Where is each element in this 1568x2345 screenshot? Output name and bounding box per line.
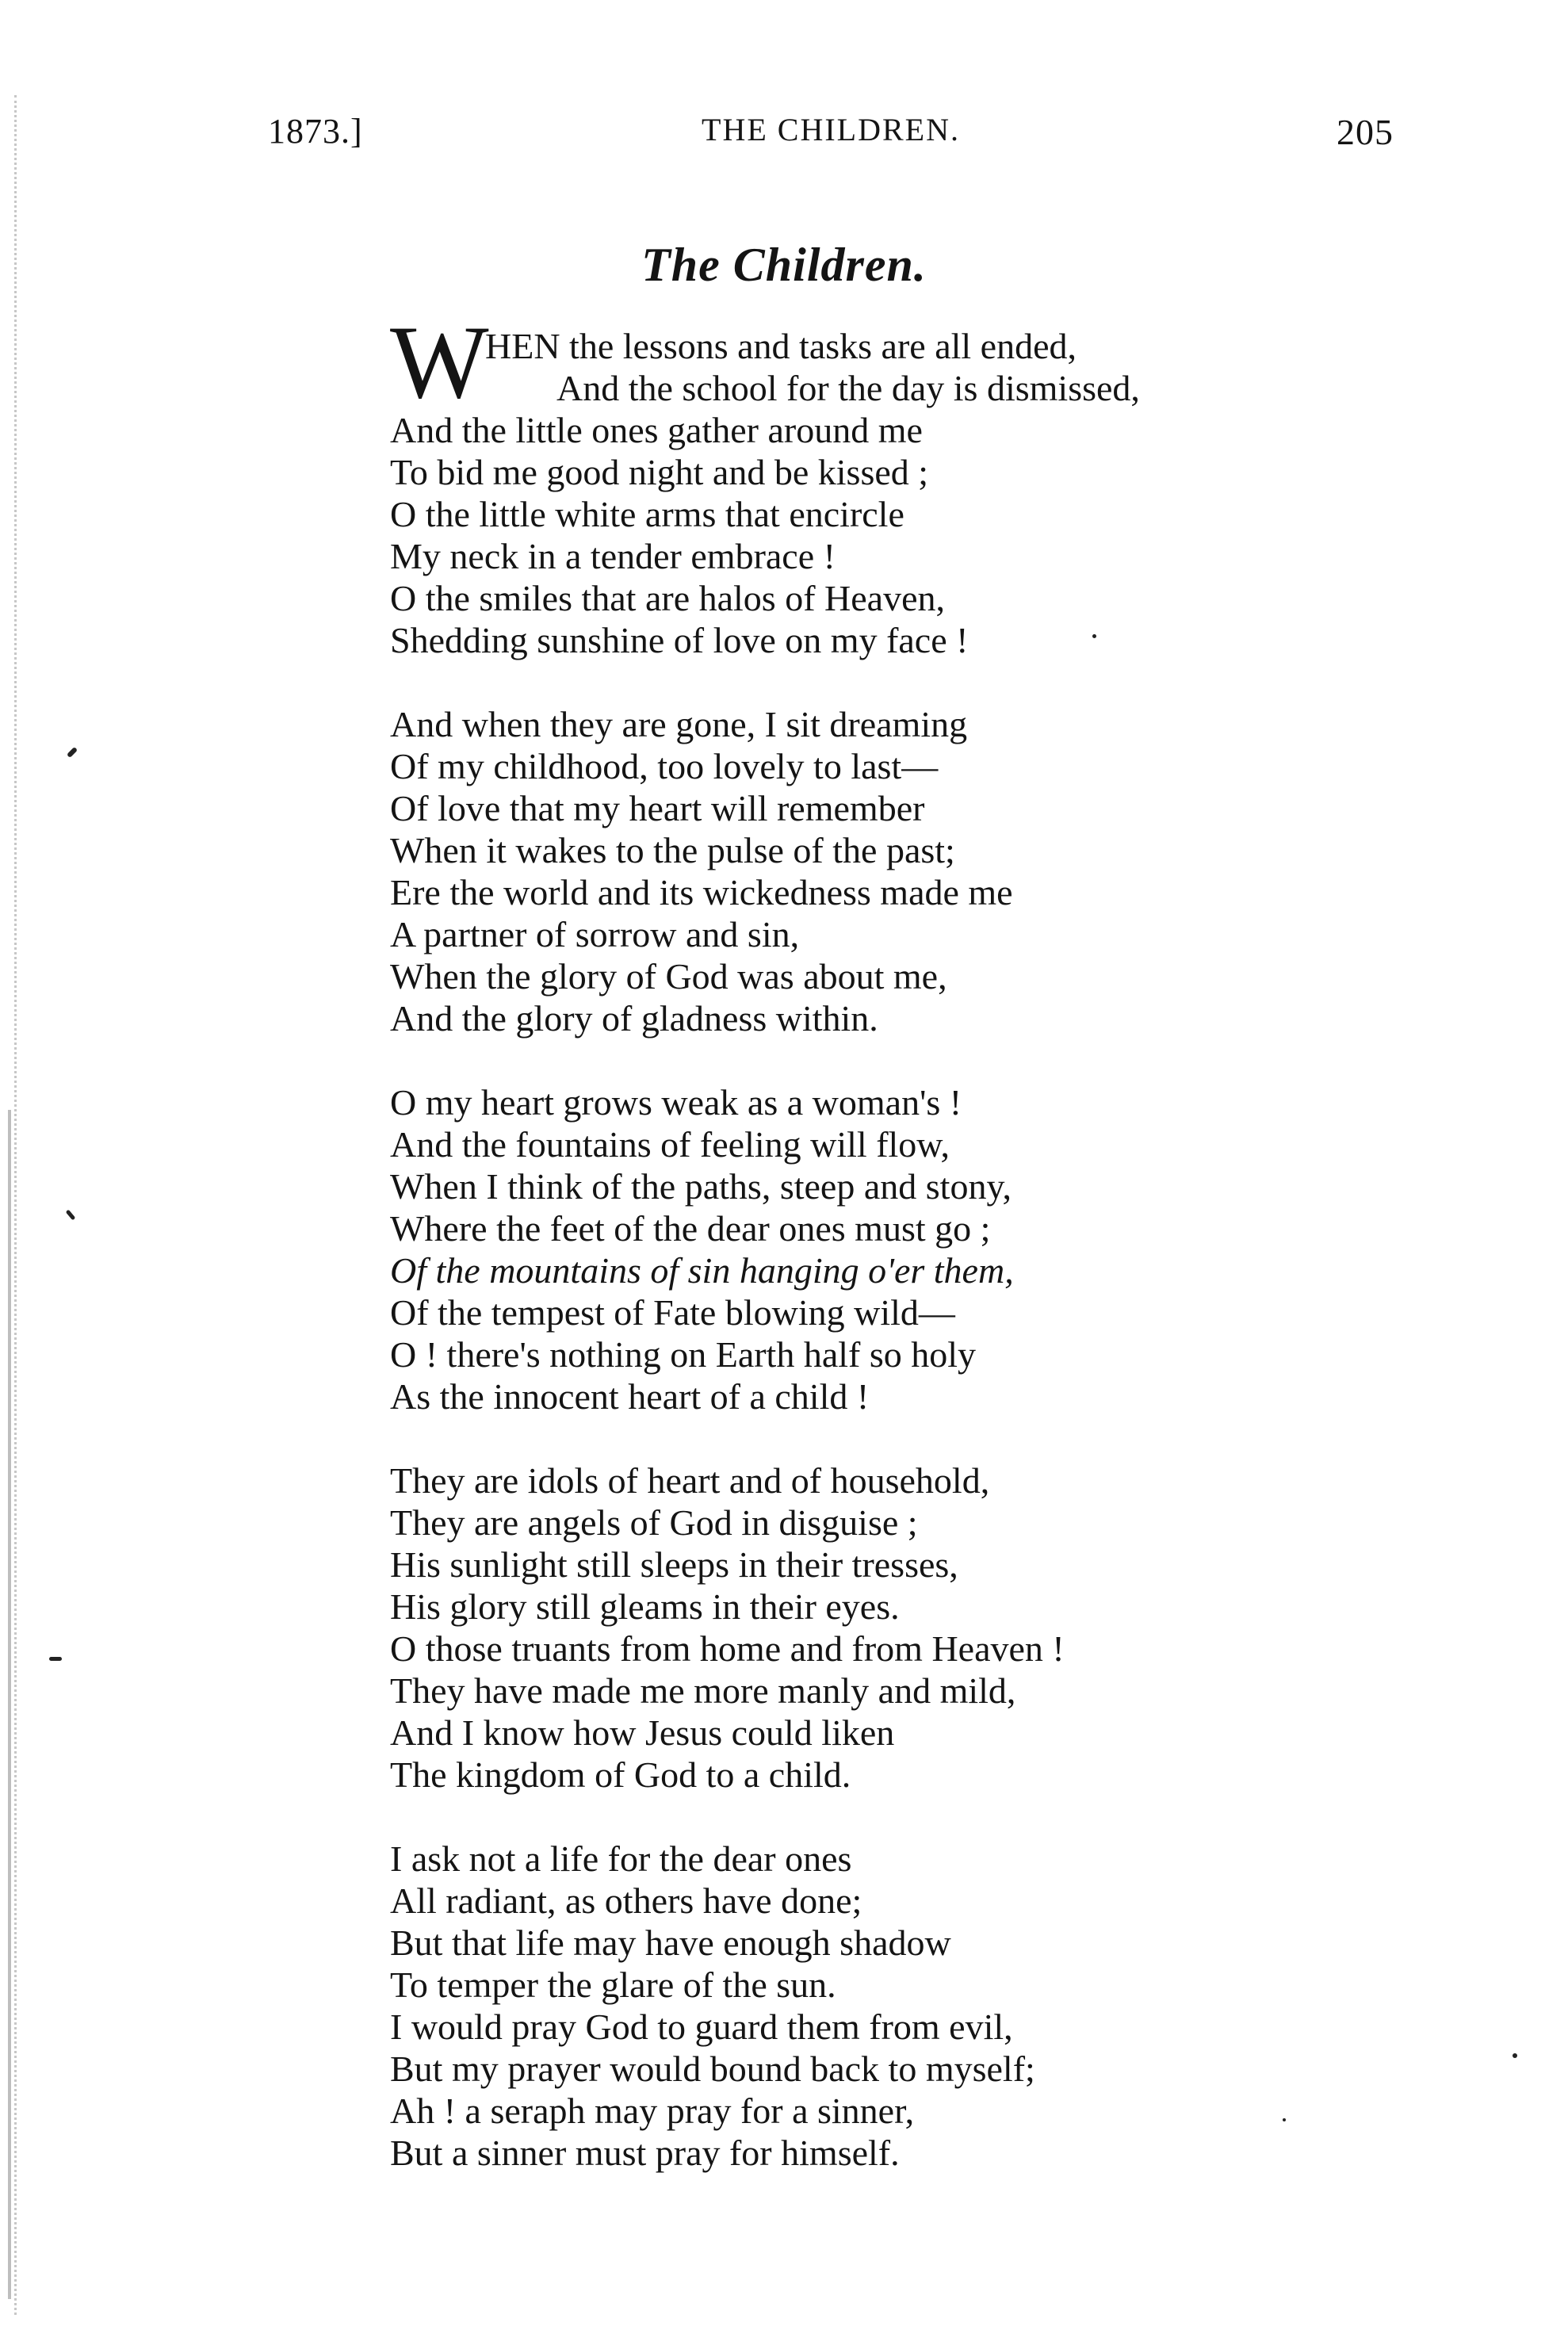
stanza-5 <box>390 1838 1421 2174</box>
poem-line: Shedding sunshine of love on my face ! <box>390 620 969 660</box>
margin-mark <box>1513 2053 1517 2058</box>
poem-line: To bid me good night and be kissed ; <box>390 452 929 492</box>
poem-line: They are angels of God in disguise ; <box>390 1502 918 1543</box>
poem-line: Of the tempest of Fate blowing wild— <box>390 1292 955 1333</box>
poem-line: When the glory of God was about me, <box>390 956 947 997</box>
poem-line: And when they are gone, I sit dreaming <box>390 704 968 744</box>
poem-line: I would pray God to guard them from evil, <box>390 2006 1013 2047</box>
poem-line: And the school for the day is dismissed, <box>556 368 1140 408</box>
poem-line: Ah ! a seraph may pray for a sinner, <box>390 2091 915 2131</box>
stanza-2 <box>390 703 1421 1039</box>
poem-line: Ere the world and its wickedness made me <box>390 872 1013 912</box>
poem-line: But a sinner must pray for himself. <box>390 2133 900 2173</box>
poem-line: O those truants from home and from Heaven ! <box>390 1628 1065 1669</box>
poem-line: I ask not a life for the dear ones <box>390 1838 852 1879</box>
poem-line: My neck in a tender embrace ! <box>390 536 836 576</box>
poem-line: When I think of the paths, steep and stony, <box>390 1166 1012 1207</box>
running-head <box>268 111 1394 166</box>
poem-line: His sunlight still sleeps in their tresses, <box>390 1544 958 1585</box>
stanza-1 <box>390 304 1421 661</box>
margin-mark <box>49 1657 62 1661</box>
poem-line: Where the feet of the dear ones must go ; <box>390 1208 991 1249</box>
poem-line: They have made me more manly and mild, <box>390 1670 1016 1711</box>
poem-line: When it wakes to the pulse of the past; <box>390 830 955 870</box>
poem-title: The Children. <box>641 239 927 291</box>
poem-line: And the little ones gather around me <box>390 410 923 450</box>
poem-line: A partner of sorrow and sin, <box>390 914 800 954</box>
stanza-4 <box>390 1459 1421 1796</box>
poem-line: But my prayer would bound back to myself; <box>390 2049 1035 2089</box>
poem-line: O my heart grows weak as a woman's ! <box>390 1082 962 1123</box>
stanza-3 <box>390 1081 1421 1417</box>
poem-line: Of my childhood, too lovely to last— <box>390 746 939 786</box>
page-number: 205 <box>1337 112 1394 152</box>
poem-line: As the innocent heart of a child ! <box>390 1376 870 1417</box>
poem-line: O the little white arms that encircle <box>390 494 904 534</box>
poem-line: O the smiles that are halos of Heaven, <box>390 578 945 618</box>
poem-line: Of the mountains of sin hanging o'er them, <box>390 1250 1014 1291</box>
running-head-year: 1873.] <box>268 112 363 151</box>
poem-line: To temper the glare of the sun. <box>390 1964 836 2005</box>
poem-line: And the fountains of feeling will flow, <box>390 1124 950 1165</box>
drop-cap: W <box>390 304 489 420</box>
first-line-text: HEN the lessons and tasks are all ended, <box>485 326 1077 366</box>
margin-mark <box>66 1210 76 1221</box>
poem-line: O ! there's nothing on Earth half so holy <box>390 1334 977 1375</box>
scan-edge-shadow <box>8 1110 11 2299</box>
poem-line: Of love that my heart will remember <box>390 788 925 828</box>
poem-line: And I know how Jesus could liken <box>390 1712 895 1753</box>
poem-line: They are idols of heart and of household, <box>390 1460 990 1501</box>
poem-line: And the glory of gladness within. <box>390 998 878 1039</box>
poem-body <box>390 304 1421 2216</box>
poem-line: The kingdom of God to a child. <box>390 1754 851 1795</box>
running-head-title: THE CHILDREN. <box>702 112 960 147</box>
poem-line: All radiant, as others have done; <box>390 1880 862 1921</box>
poem-line: His glory still gleams in their eyes. <box>390 1586 900 1627</box>
scan-edge-artifact <box>14 95 17 2315</box>
margin-mark <box>67 747 78 758</box>
poem-line: But that life may have enough shadow <box>390 1922 951 1963</box>
